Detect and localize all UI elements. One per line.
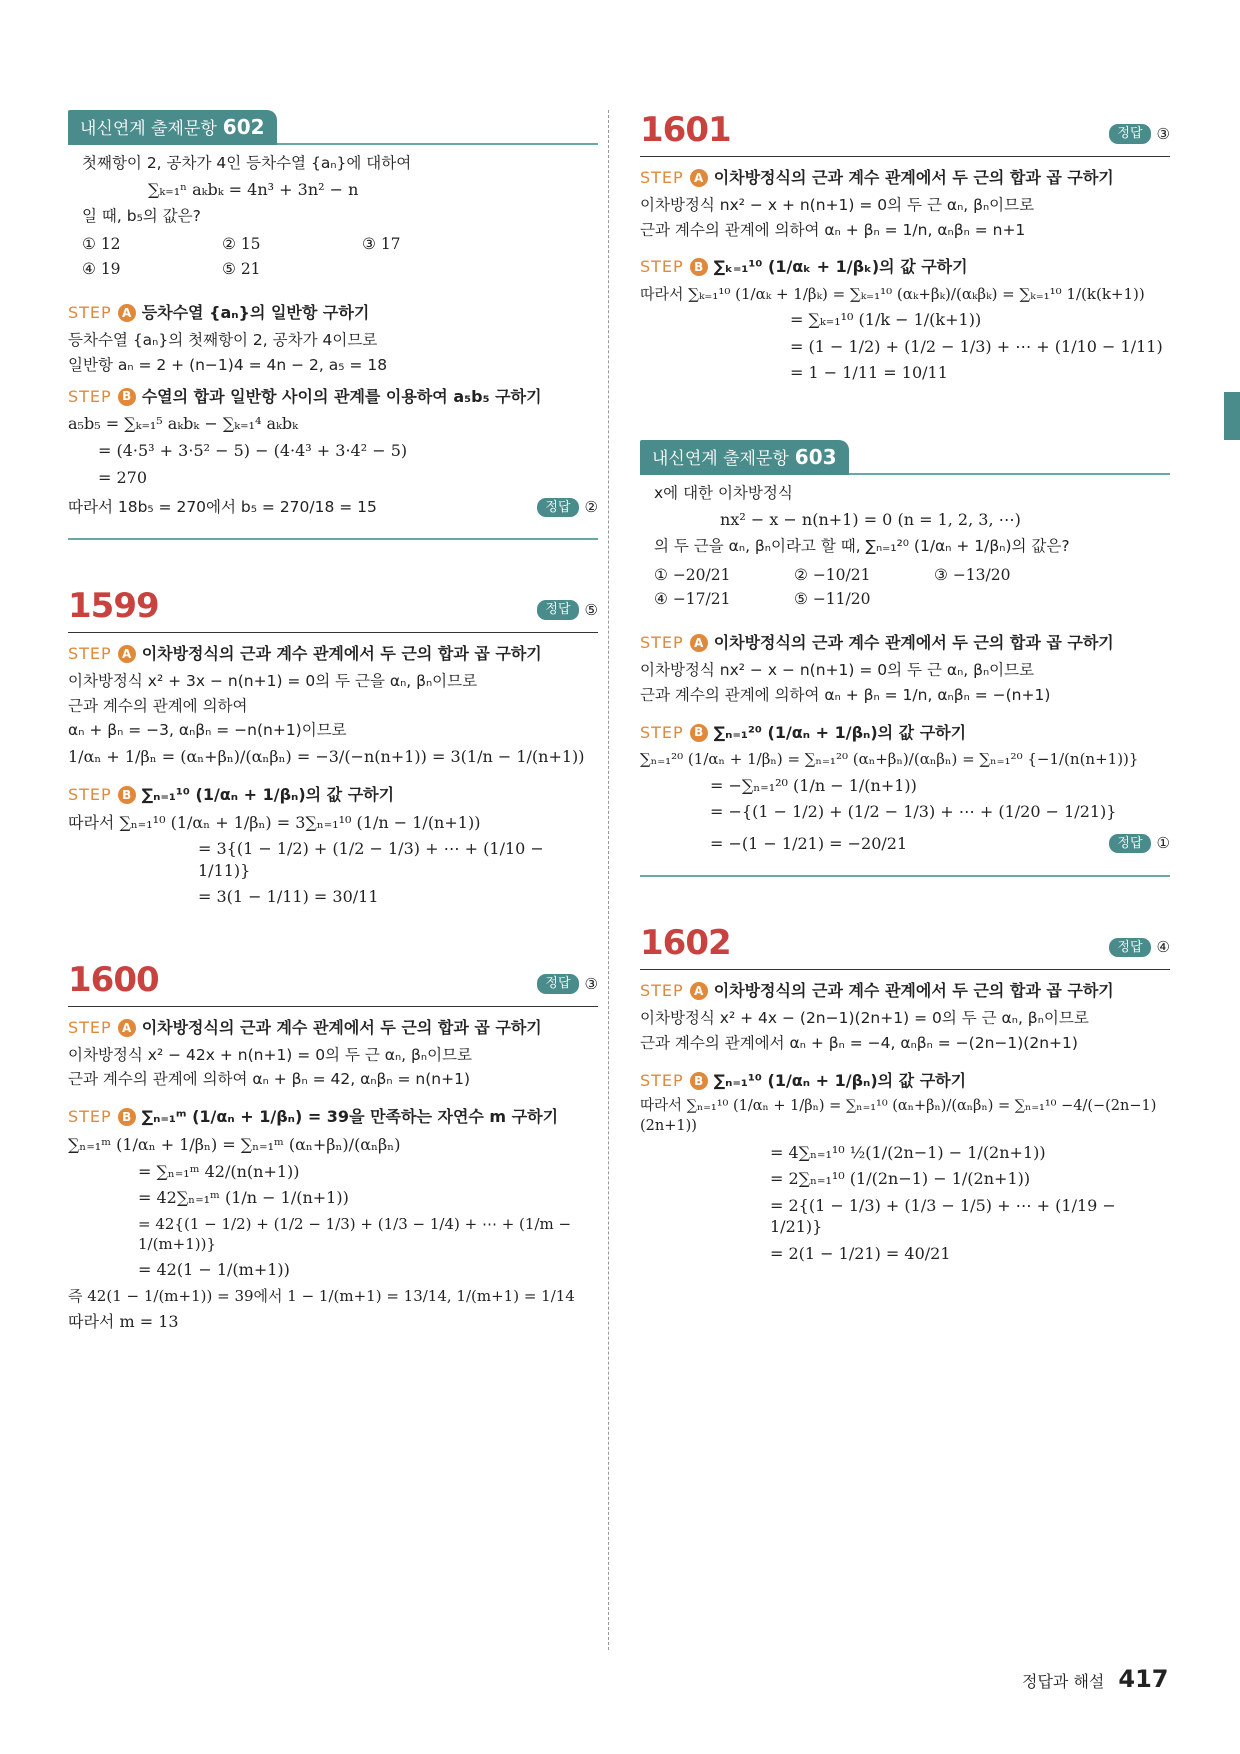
left-column [68, 110, 598, 1338]
naesin-label: 내신연계 출제문항 [652, 449, 789, 470]
step-b: STEP B ∑ₖ₌₁¹⁰ (1/αₖ + 1/βₖ)의 값 구하기 [640, 257, 968, 277]
problem-number: 1600 [68, 959, 159, 1000]
solution-line: 즉 42(1 − 1/(m+1)) = 39에서 1 − 1/(m+1) = 13/14, 1/(m+1) = 1/14 [68, 1286, 575, 1305]
answer-value: ③ [584, 974, 598, 993]
solution-line: = 2∑ₙ₌₁¹⁰ (1/(2n−1) − 1/(2n+1)) [770, 1169, 1031, 1189]
solution-line: 일반항 aₙ = 2 + (n−1)4 = 4n − 2, a₅ = 18 [68, 355, 388, 374]
solution-line: 따라서 ∑ₖ₌₁¹⁰ (1/αₖ + 1/βₖ) = ∑ₖ₌₁¹⁰ (αₖ+βₖ)/(αₖβₖ) = ∑ₖ₌₁¹⁰ 1/(k(k+1)) [640, 285, 1145, 304]
solution-line: = 1 − 1/11 = 10/11 [790, 363, 948, 383]
solution-line: 이차방정식 x² + 4x − (2n−1)(2n+1) = 0의 두 근 αₙ, βₙ이므로 [640, 1009, 1089, 1027]
solution-line: = 42{(1 − 1/2) + (1/2 − 1/3) + (1/3 − 1/4) + ⋯ + (1/m − 1/(m+1))} [138, 1214, 572, 1253]
solution-line: = 270 [98, 467, 148, 487]
answer-value: ② [584, 498, 598, 517]
solution-line: 따라서 m = 13 [68, 1312, 179, 1332]
solution-line: = 42(1 − 1/(m+1)) [138, 1260, 290, 1280]
question-formula: ∑ₖ₌₁ⁿ aₖbₖ = 4n³ + 3n² − n [148, 179, 359, 199]
solution-line: 이차방정식 x² + 3x − n(n+1) = 0의 두 근을 αₙ, βₙ이므로 [68, 671, 478, 690]
problem-602 [68, 110, 598, 540]
choice-1[interactable]: ① −20/21 [654, 565, 731, 584]
step-b: STEP B ∑ₙ₌₁²⁰ (1/αₙ + 1/βₙ)의 값 구하기 [640, 722, 967, 742]
problem-number: 603 [794, 445, 837, 470]
solution-line: ∑ₙ₌₁²⁰ (1/αₙ + 1/βₙ) = ∑ₙ₌₁²⁰ (αₙ+βₙ)/(αₙβₙ) = ∑ₙ₌₁²⁰ {−1/(n(n+1))} [640, 750, 1139, 769]
choice-3[interactable]: ③ 17 [362, 235, 401, 254]
step-b: STEP B ∑ₙ₌₁¹⁰ (1/αₙ + 1/βₙ)의 값 구하기 [640, 1070, 967, 1090]
naesin-label: 내신연계 출제문항 [80, 119, 217, 139]
problem-1599 [68, 586, 598, 908]
solution-line: 근과 계수의 관계에서 αₙ + βₙ = −4, αₙβₙ = −(2n−1)(2n+1) [640, 1033, 1078, 1052]
solution-line: = 42∑ₙ₌₁ᵐ (1/n − 1/(n+1)) [138, 1188, 349, 1208]
question-text: x에 대한 이차방정식 [654, 484, 793, 503]
choice-5[interactable]: ⑤ −11/20 [794, 590, 871, 609]
solution-line: 근과 계수의 관계에 의하여 αₙ + βₙ = 1/n, αₙβₙ = −(n+1) [640, 685, 1051, 704]
step-b: STEP B ∑ₙ₌₁¹⁰ (1/αₙ + 1/βₙ)의 값 구하기 [68, 784, 395, 804]
question-formula: nx² − x − n(n+1) = 0 (n = 1, 2, 3, ⋯) [720, 509, 1021, 529]
solution-line: 따라서 ∑ₙ₌₁¹⁰ (1/αₙ + 1/βₙ) = ∑ₙ₌₁¹⁰ (αₙ+βₙ)/(αₙβₙ) = ∑ₙ₌₁¹⁰ −4/(−(2n−1)(2n+1)) [640, 1098, 1157, 1134]
solution-line: = −{(1 − 1/2) + (1/2 − 1/3) + ⋯ + (1/20 − 1/21)} [710, 802, 1117, 822]
problem-number: 1601 [640, 110, 731, 150]
solution-line: 등차수열 {aₙ}의 첫째항이 2, 공차가 4이므로 [68, 330, 378, 349]
solution-line: = 3(1 − 1/11) = 30/11 [198, 887, 379, 907]
choice-5[interactable]: ⑤ 21 [222, 260, 261, 279]
question-text: 첫째항이 2, 공차가 4인 등차수열 {aₙ}에 대하여 [82, 154, 412, 172]
solution-line: = −∑ₙ₌₁²⁰ (1/n − 1/(n+1)) [710, 775, 917, 795]
choice-2[interactable]: ② 15 [222, 235, 261, 254]
step-a: STEP A 이차방정식의 근과 계수 관계에서 두 근의 합과 곱 구하기 [68, 1017, 542, 1037]
step-title: 이차방정식의 근과 계수 관계에서 두 근의 합과 곱 구하기 [713, 633, 1114, 653]
step-title: ∑ₙ₌₁²⁰ (1/αₙ + 1/βₙ)의 값 구하기 [713, 722, 967, 742]
solution-line: = ∑ₙ₌₁ᵐ 42/(n(n+1)) [138, 1161, 300, 1181]
answer-value: ③ [1156, 125, 1170, 143]
step-title: 이차방정식의 근과 계수 관계에서 두 근의 합과 곱 구하기 [141, 1017, 542, 1037]
solution-line: = (4·5³ + 3·5² − 5) − (4·4³ + 3·4² − 5) [98, 440, 408, 460]
answer [1109, 124, 1170, 144]
step-a: STEP A 등차수열 {aₙ}의 일반항 구하기 [68, 303, 370, 323]
answer [537, 974, 598, 994]
answer-value: ④ [1156, 938, 1170, 957]
answer [1109, 937, 1170, 957]
solution-line: 이차방정식 nx² − x − n(n+1) = 0의 두 근 αₙ, βₙ이므로 [640, 660, 1035, 679]
answer-badge: 정답 [1109, 938, 1150, 958]
step-a: STEP A 이차방정식의 근과 계수 관계에서 두 근의 합과 곱 구하기 [68, 644, 542, 664]
solution-line: = 2(1 − 1/21) = 40/21 [770, 1243, 951, 1263]
step-b: STEP B ∑ₙ₌₁ᵐ (1/αₙ + 1/βₙ) = 39을 만족하는 자연수 m 구하기 [68, 1107, 559, 1127]
solution-line: αₙ + βₙ = −3, αₙβₙ = −n(n+1)이므로 [68, 721, 347, 740]
solution-line: 1/αₙ + 1/βₙ = (αₙ+βₙ)/(αₙβₙ) = −3/(−n(n+1)) = 3(1/n − 1/(n+1)) [68, 747, 585, 767]
solution-line: = −(1 − 1/21) = −20/21 [710, 833, 908, 853]
answer-badge: 정답 [1109, 834, 1150, 854]
solution-line: ∑ₙ₌₁ᵐ (1/αₙ + 1/βₙ) = ∑ₙ₌₁ᵐ (αₙ+βₙ)/(αₙβₙ) [68, 1134, 401, 1154]
step-b: STEP B 수열의 합과 일반항 사이의 관계를 이용하여 a₅b₅ 구하기 [68, 386, 542, 406]
answer [537, 600, 598, 620]
page-footer [1022, 1665, 1168, 1693]
step-title: 이차방정식의 근과 계수 관계에서 두 근의 합과 곱 구하기 [713, 168, 1114, 187]
problem-number: 1599 [68, 586, 159, 627]
step-title: ∑ₖ₌₁¹⁰ (1/αₖ + 1/βₖ)의 값 구하기 [713, 257, 968, 277]
solution-line: 근과 계수의 관계에 의하여 [68, 696, 248, 715]
step-title: 이차방정식의 근과 계수 관계에서 두 근의 합과 곱 구하기 [141, 644, 542, 664]
solution-line: a₅b₅ = ∑ₖ₌₁⁵ aₖbₖ − ∑ₖ₌₁⁴ aₖbₖ [68, 414, 298, 434]
choice-4[interactable]: ④ −17/21 [654, 590, 731, 609]
step-title: ∑ₙ₌₁¹⁰ (1/αₙ + 1/βₙ)의 값 구하기 [713, 1070, 967, 1090]
right-column [640, 110, 1170, 1270]
question-text: 의 두 근을 αₙ, βₙ이라고 할 때, ∑ₙ₌₁²⁰ (1/αₙ + 1/βₙ)의 값은? [654, 536, 1070, 555]
solution-line: = 2{(1 − 1/3) + (1/3 − 1/5) + ⋯ + (1/19 − 1/21)} [770, 1195, 1116, 1237]
side-tab-marker [1224, 392, 1240, 440]
answer-badge: 정답 [1109, 124, 1150, 144]
solution-line: 따라서 ∑ₙ₌₁¹⁰ (1/αₙ + 1/βₙ) = 3∑ₙ₌₁¹⁰ (1/n − 1/(n+1)) [68, 812, 481, 832]
step-title: 등차수열 {aₙ}의 일반항 구하기 [141, 303, 370, 323]
problem-1602 [640, 923, 1170, 1264]
solution-line: 따라서 18b₅ = 270에서 b₅ = 270/18 = 15 [68, 498, 377, 517]
naesin-header-602 [68, 110, 598, 145]
problem-1601 [640, 110, 1170, 384]
choice-3[interactable]: ③ −13/20 [934, 565, 1011, 584]
step-title: 수열의 합과 일반항 사이의 관계를 이용하여 a₅b₅ 구하기 [141, 386, 542, 406]
solution-line: = 3{(1 − 1/2) + (1/2 − 1/3) + ⋯ + (1/10 − 1/11)} [198, 839, 544, 880]
step-title: ∑ₙ₌₁ᵐ (1/αₙ + 1/βₙ) = 39을 만족하는 자연수 m 구하기 [141, 1107, 559, 1127]
answer-badge: 정답 [537, 974, 578, 994]
solution-line: 이차방정식 nx² − x + n(n+1) = 0의 두 근 αₙ, βₙ이므로 [640, 195, 1035, 214]
problem-1600 [68, 960, 598, 1333]
column-divider [608, 110, 609, 1650]
choices [82, 234, 598, 280]
solution-line: = 4∑ₙ₌₁¹⁰ ½(1/(2n−1) − 1/(2n+1)) [770, 1142, 1046, 1162]
solution-line: = (1 − 1/2) + (1/2 − 1/3) + ⋯ + (1/10 − 1/11) [790, 336, 1163, 356]
answer-badge: 정답 [537, 600, 578, 620]
choices [654, 565, 1170, 611]
choice-2[interactable]: ② −10/21 [794, 565, 871, 584]
problem-603 [640, 440, 1170, 877]
step-a: STEP A 이차방정식의 근과 계수 관계에서 두 근의 합과 곱 구하기 [640, 168, 1114, 187]
answer-value: ⑤ [584, 601, 598, 620]
step-title: ∑ₙ₌₁¹⁰ (1/αₙ + 1/βₙ)의 값 구하기 [141, 784, 395, 804]
choice-1[interactable]: ① 12 [82, 235, 121, 254]
footer-label: 정답과 해설 [1022, 1672, 1105, 1691]
naesin-header-603 [640, 440, 1170, 475]
page-number: 417 [1118, 1665, 1169, 1693]
problem-number: 602 [222, 115, 265, 139]
solution-line: 이차방정식 x² − 42x + n(n+1) = 0의 두 근 αₙ, βₙ이므로 [68, 1045, 472, 1064]
answer [1109, 833, 1170, 853]
problem-number: 1602 [640, 923, 731, 964]
solution-line: 근과 계수의 관계에 의하여 αₙ + βₙ = 1/n, αₙβₙ = n+1 [640, 220, 1026, 239]
step-a: STEP A 이차방정식의 근과 계수 관계에서 두 근의 합과 곱 구하기 [640, 981, 1114, 1001]
step-title: 이차방정식의 근과 계수 관계에서 두 근의 합과 곱 구하기 [713, 981, 1114, 1001]
step-a: STEP A 이차방정식의 근과 계수 관계에서 두 근의 합과 곱 구하기 [640, 633, 1114, 653]
answer-badge: 정답 [537, 498, 578, 518]
question-text: 일 때, b₅의 값은? [82, 206, 201, 225]
solution-line: 근과 계수의 관계에 의하여 αₙ + βₙ = 42, αₙβₙ = n(n+1) [68, 1070, 471, 1089]
answer-value: ① [1156, 834, 1170, 853]
solution-line: = ∑ₖ₌₁¹⁰ (1/k − 1/(k+1)) [790, 310, 982, 330]
answer [537, 497, 598, 517]
choice-4[interactable]: ④ 19 [82, 260, 121, 279]
